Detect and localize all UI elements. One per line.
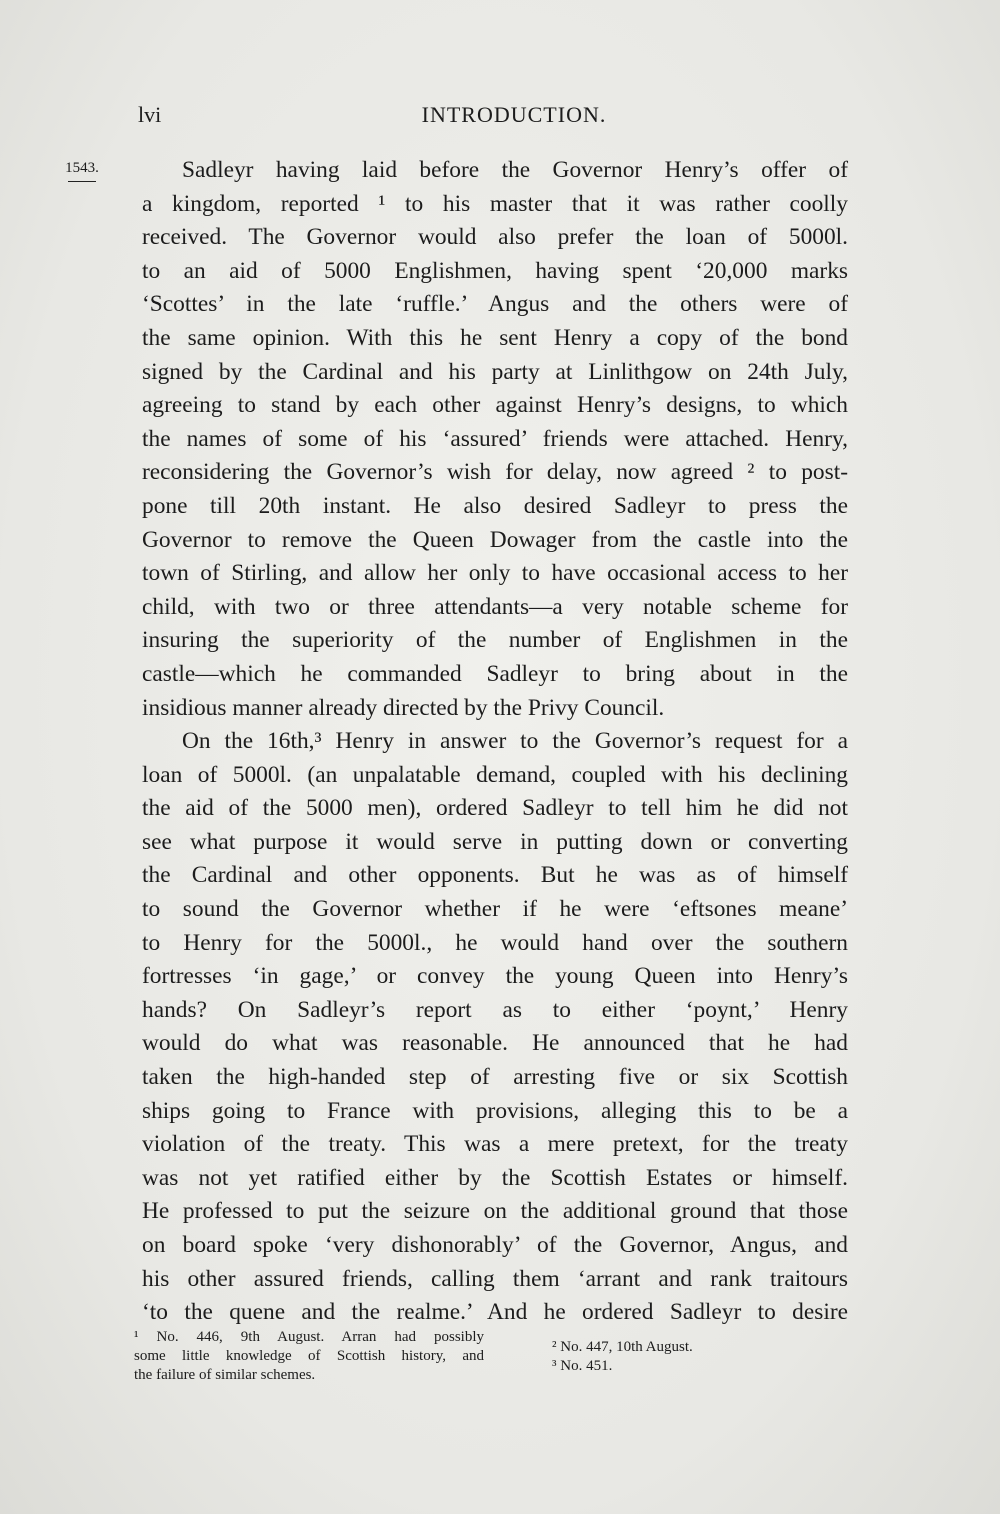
text-line: Sadleyr having laid before the Governor Henry’s offer of xyxy=(182,157,848,183)
running-head xyxy=(138,102,850,132)
text-line: ‘to the quene and the realme.’ And he ordered Sadleyr to desire xyxy=(142,1299,848,1326)
text-line: see what purpose it would serve in putting down or converting xyxy=(142,828,848,855)
paragraph-2 xyxy=(142,725,848,1330)
text-line: castle—which he commanded Sadleyr to bring about in the xyxy=(142,660,848,687)
text-line: ‘Scottes’ in the late ‘ruffle.’ Angus and the others were of xyxy=(142,291,848,318)
text-line: insuring the superiority of the number of Englishmen in the xyxy=(142,627,848,654)
footnote-line: ² No. 447, 10th August. xyxy=(552,1339,693,1355)
margin-rule xyxy=(68,181,96,182)
margin-year-note xyxy=(62,160,102,182)
body-text xyxy=(142,154,848,1330)
text-line: fortresses ‘in gage,’ or convey the young Queen into Henry’s xyxy=(142,963,848,990)
text-line: loan of 5000l. (an unpalatable demand, coupled with his declining xyxy=(142,761,848,788)
text-line: hands? On Sadleyr’s report as to either ‘poynt,’ Henry xyxy=(142,996,848,1023)
footnote-line: the failure of similar schemes. xyxy=(134,1367,316,1383)
footnote-line: some little knowledge of Scottish history, and xyxy=(134,1348,484,1364)
text-line: the Cardinal and other opponents. But he was as of himself xyxy=(142,862,848,889)
text-line: his other assured friends, calling them ‘arrant and rank traitours xyxy=(142,1265,848,1292)
text-line: to Henry for the 5000l., he would hand over the southern xyxy=(142,929,848,956)
text-line: signed by the Cardinal and his party at Linlithgow on 24th July, xyxy=(142,358,848,385)
text-line: Governor to remove the Queen Dowager from the castle into the xyxy=(142,526,848,553)
text-line: violation of the treaty. This was a mere pretext, for the treaty xyxy=(142,1131,848,1158)
footnote-column-left xyxy=(134,1328,484,1385)
text-line: would do what was reasonable. He announced that he had xyxy=(142,1030,848,1057)
page-number: lvi xyxy=(138,102,162,127)
footnote-line: ³ No. 451. xyxy=(552,1358,613,1374)
footnote-column-right xyxy=(552,1338,842,1376)
running-title: INTRODUCTION. xyxy=(421,102,607,127)
text-line: ships going to France with provisions, alleging this to be a xyxy=(142,1097,848,1124)
text-line: the names of some of his ‘assured’ friends were attached. Henry, xyxy=(142,425,848,452)
text-line: child, with two or three attendants—a very notable scheme for xyxy=(142,593,848,620)
text-line: to an aid of 5000 Englishmen, having spent ‘20,000 marks xyxy=(142,257,848,284)
margin-year: 1543. xyxy=(65,160,99,176)
text-line: insidious manner already directed by the Privy Council. xyxy=(142,694,665,721)
text-line: On the 16th,³ Henry in answer to the Governor’s request for a xyxy=(182,728,848,755)
text-line: the same opinion. With this he sent Henry a copy of the bond xyxy=(142,324,848,351)
footnote-line: ¹ No. 446, 9th August. Arran had possibly xyxy=(134,1329,484,1345)
text-line: a kingdom, reported ¹ to his master that it was rather coolly xyxy=(142,190,848,217)
text-line: agreeing to stand by each other against Henry’s designs, to which xyxy=(142,392,848,419)
text-line: pone till 20th instant. He also desired Sadleyr to press the xyxy=(142,492,848,519)
text-line: taken the high-handed step of arresting five or six Scottish xyxy=(142,1064,848,1091)
text-line: was not yet ratified either by the Scottish Estates or himself. xyxy=(142,1164,848,1191)
text-line: the aid of the 5000 men), ordered Sadleyr to tell him he did not xyxy=(142,795,848,822)
text-line: reconsidering the Governor’s wish for delay, now agreed ² to post- xyxy=(142,459,848,486)
text-line: to sound the Governor whether if he were ‘eftsones meane’ xyxy=(142,896,848,923)
text-line: He professed to put the seizure on the additional ground that those xyxy=(142,1198,848,1225)
text-line: on board spoke ‘very dishonorably’ of the Governor, Angus, and xyxy=(142,1232,848,1258)
text-line: received. The Governor would also prefer the loan of 5000l. xyxy=(142,224,848,251)
paragraph-1 xyxy=(142,154,848,725)
text-line: town of Stirling, and allow her only to have occasional access to her xyxy=(142,560,848,587)
